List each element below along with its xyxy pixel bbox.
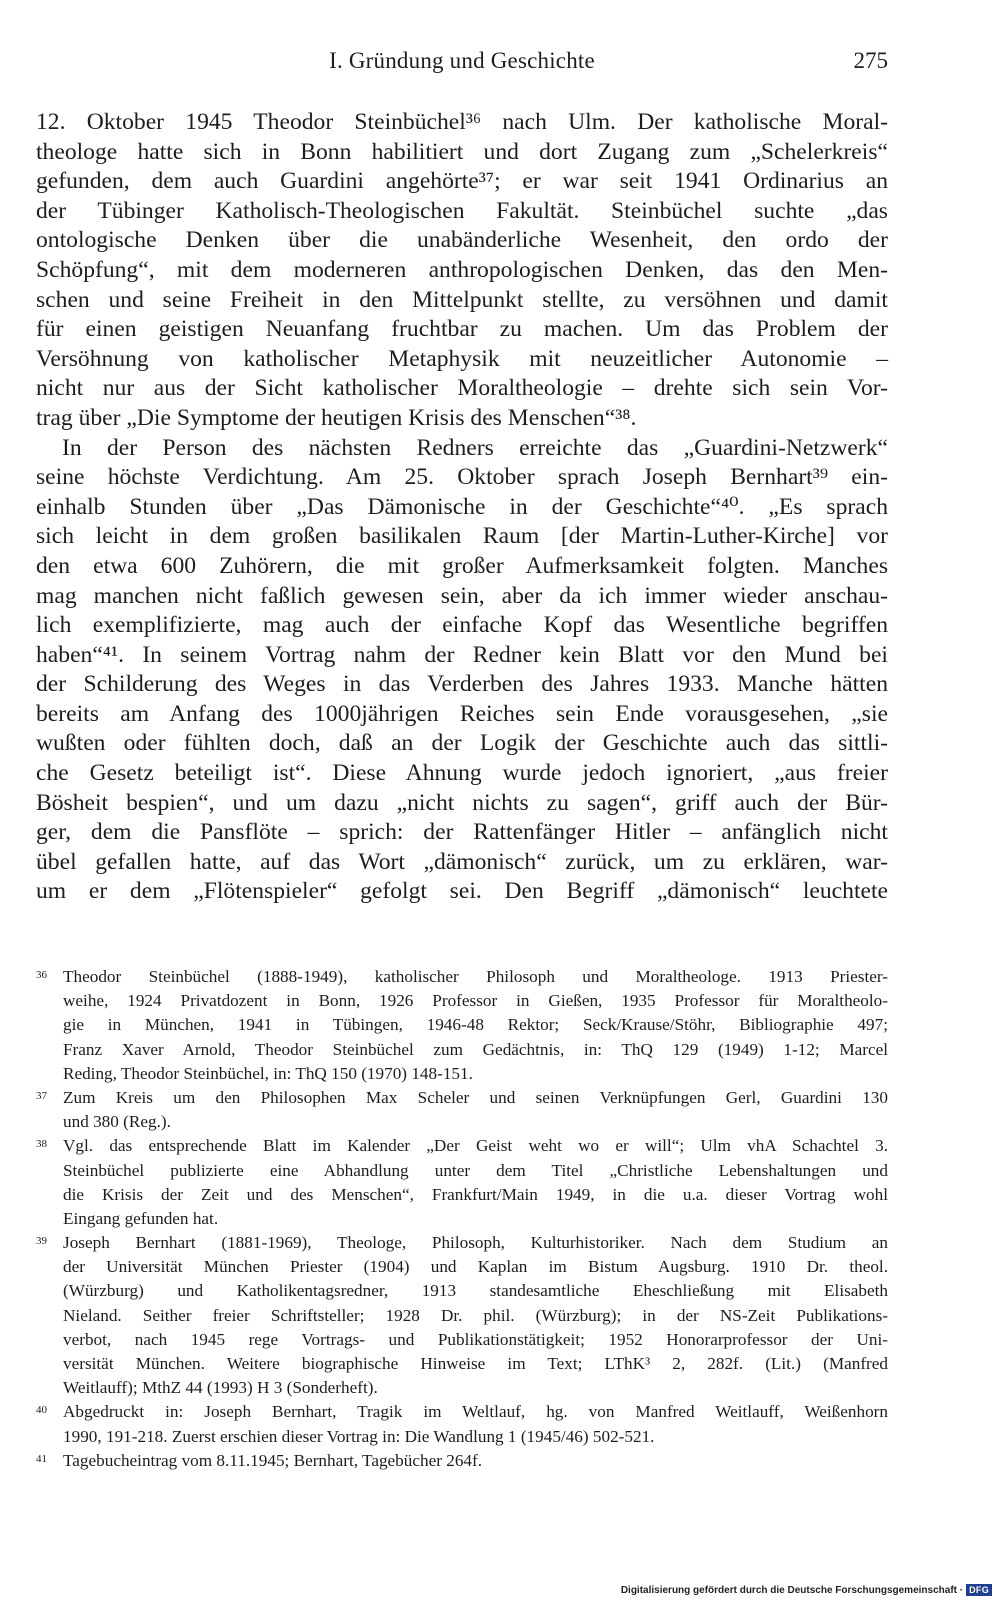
footnote-line: Eingang gefunden hat. (63, 1208, 219, 1228)
footnote (36, 1134, 888, 1231)
footnote (36, 1449, 888, 1473)
footnote-line: Weitlauff); MthZ 44 (1993) H 3 (Sonderheft). (63, 1378, 378, 1398)
text-line: In der Person des nächsten Redners erreichte das „Guardini-Netzwerk“ (62, 434, 888, 461)
text-line: trag über „Die Symptome der heutigen Krisis des Menschen“³⁸. (36, 404, 637, 431)
text-line: Schöpfung“, mit dem moderneren anthropologischen Denken, das den Men- (36, 256, 888, 283)
footnote (36, 965, 888, 1086)
text-line: gefunden, dem auch Guardini angehörte³⁷; er war seit 1941 Ordinarius an (36, 168, 888, 195)
text-line: theologe hatte sich in Bonn habilitiert und dort Zugang zum „Schelerkreis“ (36, 138, 888, 165)
text-line: übel gefallen hatte, auf das Wort „dämonisch“ zurück, um zu erklären, war- (36, 848, 888, 875)
footnote-line: weihe, 1924 Privatdozent in Bonn, 1926 Professor in Gießen, 1935 Professor für Moraltheolo- (63, 991, 888, 1011)
text-line: 12. Oktober 1945 Theodor Steinbüchel³⁶ nach Ulm. Der katholische Moral- (36, 109, 888, 135)
footnote (36, 1086, 888, 1134)
main-text (36, 108, 888, 907)
footnote-line: gie in München, 1941 in Tübingen, 1946-48 Rektor; Seck/Krause/Stöhr, Bibliographie 497; (63, 1015, 888, 1035)
text-line: nicht nur aus der Sicht katholischer Moraltheologie – drehte sich sein Vor- (36, 375, 888, 402)
text-line: seine höchste Verdichtung. Am 25. Oktober sprach Joseph Bernhart³⁹ ein- (36, 464, 888, 491)
text-line: Bösheit bespien“, und um dazu „nicht nichts zu sagen“, griff auch der Bür- (36, 789, 888, 816)
footnote-number: 36 (36, 969, 47, 981)
credit-text: Digitalisierung gefördert durch die Deutsche Forschungsgemeinschaft · (620, 1584, 964, 1596)
text-line: bereits am Anfang des 1000jährigen Reiches sein Ende vorausgesehen, „sie (36, 700, 888, 727)
text-line: einhalb Stunden über „Das Dämonische in der Geschichte“⁴⁰. „Es sprach (36, 493, 888, 520)
footnote-number: 38 (36, 1138, 47, 1151)
footnote-line: verbot, nach 1945 rege Vortrags- und Publikationstätigkeit; 1952 Honorarprofessor der Uni- (63, 1329, 888, 1349)
footnote-number: 41 (36, 1452, 47, 1465)
footnote-line: Zum Kreis um den Philosophen Max Scheler und seinen Verknüpfungen Gerl, Guardini 130 (63, 1087, 888, 1107)
footnote-line: 1990, 191-218. Zuerst erschien dieser Vortrag in: Die Wandlung 1 (1945/46) 502-521. (63, 1426, 655, 1446)
footnote-line: Vgl. das entsprechende Blatt im Kalender „Der Geist weht wo er will“; Ulm vhA Schachtel 3. (63, 1136, 888, 1156)
footnote-line: Nieland. Seither freier Schriftsteller; 1928 Dr. phil. (Würzburg); in der NS-Zeit Publikations- (63, 1305, 888, 1325)
text-line: ontologische Denken über die unabänderliche Wesenheit, den ordo der (36, 227, 888, 254)
footnote-line: und 380 (Reg.). (63, 1112, 171, 1132)
text-line: Versöhnung von katholischer Metaphysik mit neuzeitlicher Autonomie – (36, 345, 888, 372)
footnote-line: die Krisis der Zeit und des Menschen“, Frankfurt/Main 1949, in die u.a. dieser Vortrag wohl (63, 1184, 888, 1204)
text-line: mag manchen nicht faßlich gewesen sein, aber da ich immer wieder anschau- (36, 582, 888, 609)
footnote-line: versität München. Weitere biographische Hinweise im Text; LThK³ 2, 282f. (Lit.) (Manfred (63, 1354, 888, 1373)
footnotes (36, 965, 888, 1473)
text-line: lich exemplifizierte, mag auch der einfache Kopf das Wesentliche begriffen (36, 612, 888, 639)
text-line: ger, dem die Pansflöte – sprich: der Rattenfänger Hitler – anfänglich nicht (36, 819, 888, 846)
text-line: haben“⁴¹. In seinem Vortrag nahm der Redner kein Blatt vor den Mund bei (36, 641, 888, 668)
text-line: wußten oder fühlten doch, daß an der Logik der Geschichte auch das sittli- (36, 730, 888, 757)
text-line: der Schilderung des Weges in das Verderben des Jahres 1933. Manche hätten (36, 671, 888, 698)
footnote-line: Franz Xaver Arnold, Theodor Steinbüchel zum Gedächtnis, in: ThQ 129 (1949) 1-12; Marcel (63, 1039, 888, 1059)
chapter-title: I. Gründung und Geschichte (329, 48, 595, 73)
running-head (36, 48, 888, 80)
footnote-line: Tagebucheintrag vom 8.11.1945; Bernhart, Tagebücher 264f. (63, 1450, 483, 1470)
footnote-number: 37 (36, 1089, 47, 1102)
footnote-line: Reding, Theodor Steinbüchel, in: ThQ 150 (1970) 148-151. (63, 1063, 473, 1083)
footnote-line: Steinbüchel publizierte eine Abhandlung unter dem Titel „Christliche Lebenshaltungen und (63, 1160, 888, 1180)
footnote (36, 1400, 888, 1448)
text-line: um er dem „Flötenspieler“ gefolgt sei. Den Begriff „dämonisch“ leuchtete (36, 878, 888, 905)
text-line: den etwa 600 Zuhörern, die mit großer Aufmerksamkeit folgten. Manches (36, 552, 888, 579)
footnote-line: Abgedruckt in: Joseph Bernhart, Tragik im Weltlauf, hg. von Manfred Weitlauff, Weißenhorn (63, 1402, 888, 1422)
footnote (36, 1231, 888, 1400)
footnote-number: 40 (36, 1404, 47, 1417)
footnote-line: (Würzburg) und Katholikentagsredner, 1913 standesamtliche Eheschließung mit Elisabeth (63, 1281, 888, 1301)
dfg-logo: DFG (966, 1584, 992, 1596)
text-line: che Gesetz beteiligt ist“. Diese Ahnung wurde jedoch ignoriert, „aus freier (36, 760, 888, 787)
footnote-number: 39 (36, 1235, 47, 1248)
text-line: der Tübinger Katholisch-Theologischen Fakultät. Steinbüchel suchte „das (36, 197, 888, 224)
text-line: schen und seine Freiheit in den Mittelpunkt stellte, zu versöhnen und damit (36, 286, 888, 313)
footnote-line: Joseph Bernhart (1881-1969), Theologe, Philosoph, Kulturhistoriker. Nach dem Studium an (63, 1233, 888, 1253)
digitization-credit (621, 1584, 992, 1596)
page-number: 275 (853, 48, 888, 73)
text-line: für einen geistigen Neuanfang fruchtbar zu machen. Um das Problem der (36, 316, 888, 343)
text-line: sich leicht in dem großen basilikalen Raum [der Martin-Luther-Kirche] vor (36, 523, 888, 550)
footnote-line: der Universität München Priester (1904) und Kaplan im Bistum Augsburg. 1910 Dr. theol. (63, 1257, 888, 1277)
footnote-line: Theodor Steinbüchel (1888-1949), katholischer Philosoph und Moraltheologe. 1913 Priester- (63, 967, 888, 986)
